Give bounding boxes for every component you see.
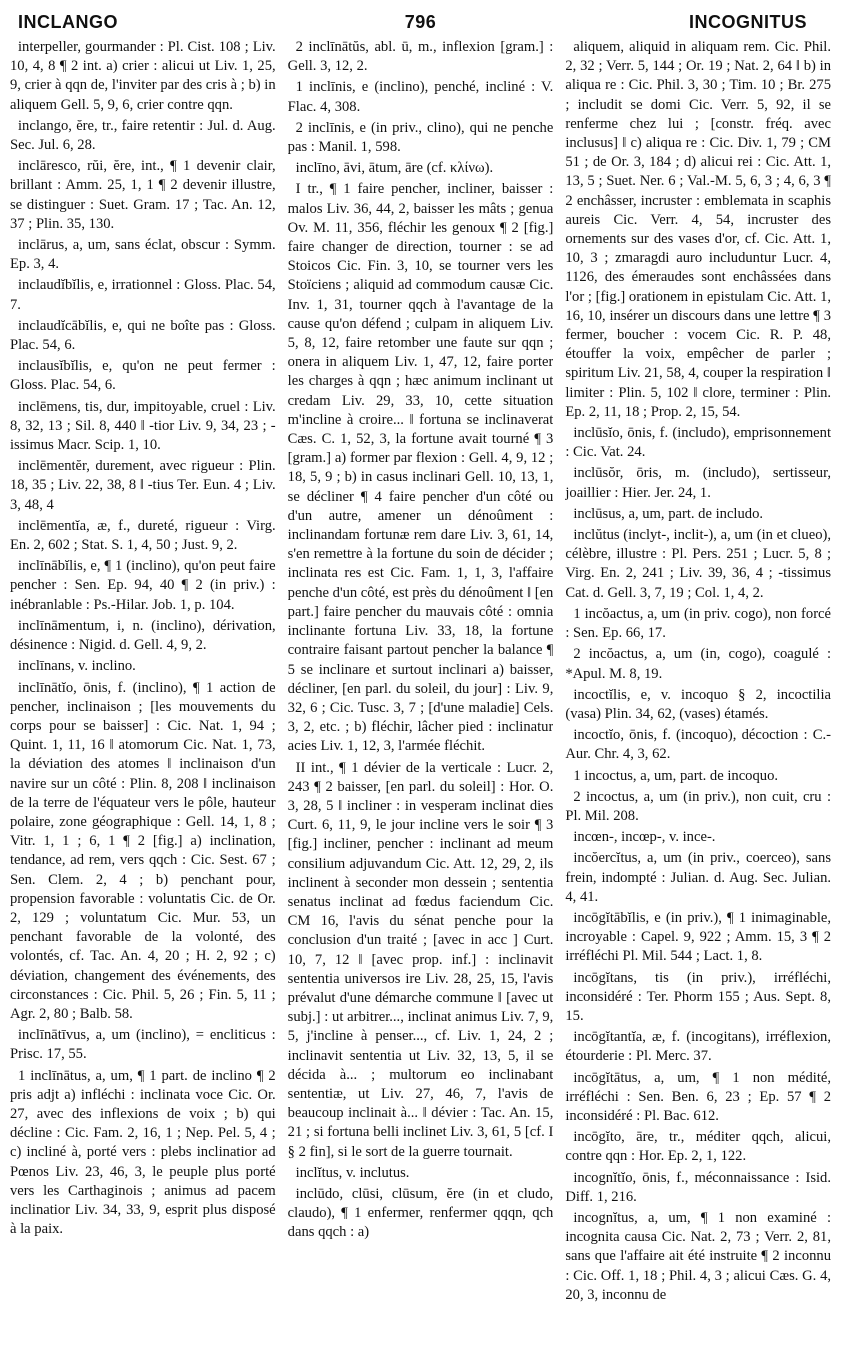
dictionary-entry: 1 inclīnātus, a, um, ¶ 1 part. de inclino ¶ 2 pris adjt a) infléchi : inclinata voce Cic. Or. 27, avec des inflexions de voix ; b) qui décline : Cic. Fam. 2, 16, 1 ; Nep. Pel. 5, 4 ; c) incliné à, porté vers : plebs inclinatior ad Pœnos Liv. 23, 46, 3, le peuple plus porté vers les Carthaginois ; animus ad pacem inclinatior Liv. 34, 33, 9, esprit plus disposé à la paix. [10, 1067, 276, 1238]
dictionary-entry: 2 incoctus, a, um (in priv.), non cuit, cru : Pl. Mil. 208. [565, 788, 831, 824]
dictionary-entry: inclīnābĭlis, e, ¶ 1 (inclino), qu'on peut faire pencher : Sen. Ep. 94, 40 ¶ 2 (in priv.) : inébranlable : Ps.-Hilar. Job. 1, p. 104. [10, 558, 276, 613]
dictionary-entry: incoctĭo, ōnis, f. (incoquo), décoction : C.-Aur. Chr. 4, 3, 62. [565, 727, 831, 763]
dictionary-entry: 1 inclīnis, e (inclino), penché, incliné : V. Flac. 4, 308. [287, 79, 554, 115]
dictionary-entry: inclūsĭo, ōnis, f. (includo), emprisonnement : Cic. Vat. 24. [565, 425, 831, 461]
dictionary-entry: 2 inclīnātŭs, abl. ū, m., inflexion [gram.] : Gell. 3, 12, 2. [287, 39, 554, 75]
dictionary-entry: inclīno, āvi, ātum, āre (cf. κλίνω). [295, 160, 494, 177]
dictionary-entry: 1 incoctus, a, um, part. de incoquo. [573, 767, 779, 784]
dictionary-entry: inclīnātīvus, a, um (inclino), = encliticus : Prisc. 17, 55. [10, 1027, 276, 1063]
dictionary-entry: inclūsus, a, um, part. de includo. [573, 505, 764, 522]
dictionary-entry: aliquem, aliquid in aliquam rem. Cic. Phil. 2, 32 ; Verr. 5, 144 ; Or. 19 ; Nat. 2, 64 ‖ b) in aliqua re : Cic. Phil. 3, 30 ; Tim. 10 ; Br. 275 ; includit se domi Cic. Verr. 5, 92, il se renferme chez lui ; [constr. fréq. avec inclusus] ‖ c) aliqua re : Cic. Div. 1, 79 ; CM 51 ; de Or. 3, 184 ; d) alicui rei : Cic. Att. 1, 13, 5 ; Suet. Ner. 6 ; Val.-M. 5, 6, 3 ; 4, 6, 3 ¶ 2 enchâsser, incruster : emblemata in scaphis aureis Cic. Verr. 4, 54, incruster des ornements sur des vases d'or, cf. Cic. Att. 1, 10, 3 ; zmaragdi auro includuntur Lucr. 4, 1126, des émeraudes sont enchâssées dans l'or ; [fig.] orationem in epistulam Cic. Att. 1, 16, 10, insérer un discours dans une lettre ¶ 3 fermer, boucher : vocem Cic. R. P. 48, étouffer la voix, empêcher de parler ; spiritum Liv. 21, 58, 4, couper la respiration ‖ limiter : Plin. 5, 102 ‖ clore, terminer : Plin. Ep. 2, 11, 18 ; Prop. 2, 15, 54. [565, 39, 831, 420]
dictionary-entry: inclāresco, rŭi, ĕre, int., ¶ 1 devenir clair, brillant : Amm. 25, 1, 1 ¶ 2 devenir illustre, se distinguer : Suet. Gram. 17 ; Tac. An. 12, 37 ; Plin. 35, 130. [10, 158, 276, 232]
dictionary-entry: inclūsŏr, ōris, m. (includo), sertisseur, joaillier : Hier. Jer. 24, 1. [565, 465, 831, 501]
dictionary-entry: inclēmens, tis, dur, impitoyable, cruel : Liv. 8, 32, 13 ; Sil. 8, 440 ‖ -tior Liv. 9, 34, 23 ; -issimus Macr. Scip. 1, 10. [10, 398, 276, 454]
dictionary-entry: inclīnātĭo, ōnis, f. (inclino), ¶ 1 action de pencher, inclinaison ; [les mouvements du corps pour se baisser] : Cic. Nat. 1, 94 ; Quint. 1, 11, 16 ‖ atomorum Cic. Nat. 1, 73, la déviation des atomes ‖ inclinaison d'un navire sur un côté : Plin. 8, 208 ‖ inclinaison de la terre de l'équateur vers le pôle, hauteur polaire, zone géographique : Gell. 14, 1, 8 ; Vitr. 1, 1 ; 6, 1 ¶ 2 [fig.] a) inclination, tendance, ad rem, vers qqch : Cic. Sest. 67 ; Sen. Clem. 2, 4 ; b) penchant pour, propension favorable : voluntatis Cic. de Or. 2, 129 ; voluntatum Cic. Mur. 53, un penchant favorable de la volonté, des volontés, cf. Tac. An. 4, 20 ; H. 2, 92 ; c) déviation, changement des événements, des circonstances : Cic. Phil. 5, 26 ; Fin. 5, 11 ; Agr. 2, 80 ; Balb. 58. [10, 679, 276, 1022]
dictionary-entry: I tr., ¶ 1 faire pencher, incliner, baisser : malos Liv. 36, 44, 2, baisser les mâts ; genua Ov. M. 11, 356, fléchir les genoux ¶ 2 [fig.] faire changer de direction, tourner : se ad Stoicos Cic. Fin. 3, 10, se tourner vers les Stoïciens ; aliquid ad commodum causæ Cic. Inv. 1, 31, tourner qqch à l'avantage de la cause qu'on défend ; culpam in aliquem Liv. 5, 8, 12, faire retomber une faute sur qqn ; onera in aliquem Liv. 1, 47, 12, faire porter les charges à qqn ; hæc animum inclinant ut credam Liv. 29, 33, 10, cette situation m'incline à croire... ‖ fortuna se inclinaverat Cæs. C. 1, 52, 3, la fortune avait tourné ¶ 3 [gram.] a) former par flexion : Gell. 4, 9, 12 ; 18, 5, 9 ; b) in casus inclinari Gell. 10, 13, 1, se décliner ¶ 4 faire pencher d'un côté ou d'un autre, amener un dénoûment : inclinandam fortunæ rem dare Liv. 3, 61, 14, s'en remettre à la fortune du soin de décider ; inclinata res est Cic. Fam. 1, 1, 3, l'affaire penche d'un côté, est près du dénoûment ‖ [en part.] faire pencher du mauvais côté : omnia inclinante fortuna Liv. 33, 18, la fortune contraire faisant partout pencher la balance ¶ 5 se inclinare et surtout inclinari a) baisser, décliner, [en parl. du soleil, du jour] : Liv. 9, 32, 6 ; Cic. Tusc. 3, 7 ; [d'une maladie] Cels. 3, 2, etc. ; b) fléchir, lâcher pied : inclinatur acies Liv. 1, 12, 3, l'armée fléchit. [287, 181, 554, 755]
dictionary-entry: incōgĭtantĭa, æ, f. (incogitans), irréflexion, étourderie : Pl. Merc. 37. [565, 1029, 831, 1065]
dictionary-entry: inclŭtus (inclyt-, inclit-), a, um (in et clueo), célèbre, illustre : Pl. Pers. 251 ; Lucr. 5, 8 ; Virg. En. 2, 241 ; Liv. 39, 36, 4 ; -tissimus Cat. d. Gell. 3, 7, 19 ; Col. 1, 4, 2. [565, 527, 831, 601]
dictionary-entry: inclīnāmentum, i, n. (inclino), dérivation, désinence : Nigid. d. Gell. 4, 9, 2. [10, 617, 276, 654]
dictionary-entry: incōgĭtābĭlis, e (in priv.), ¶ 1 inimaginable, incroyable : Capel. 9, 922 ; Amm. 15, 3 ¶ 2 irréfléchi Pl. Mil. 544 ; Lact. 1, 8. [565, 909, 831, 965]
column-right [565, 38, 831, 1352]
right-running-head: INCOGNITUS [688, 12, 807, 32]
dictionary-entry: incŏercĭtus, a, um (in priv., coerceo), sans frein, indompté : Julian. d. Aug. Sec. Julian. 4, 41. [565, 850, 831, 905]
page-number: 796 [404, 12, 437, 32]
dictionary-entry: II int., ¶ 1 dévier de la verticale : Lucr. 2, 243 ¶ 2 baisser, [en parl. du soleil] : Hor. O. 3, 28, 5 ‖ incliner : in vesperam inclinat dies Curt. 6, 11, 9, le jour incline vers le soir ¶ 3 [fig.] incliner, pencher : inclinant ad meum consilium adjuvandum Cic. Att. 12, 29, 2, ils inclinent à seconder mon dessein ; sententia senatus inclinat ad fœdus faciendum Cic. CM 16, l'avis du sénat penche pour la conclusion d'un traité ; [avec in acc ] Curt. 10, 7, 12 ‖ [avec prop. inf.] : inclinavit sententia universos ire Liv. 28, 25, 15, l'avis prévalut d'une démarche commune ‖ [avec ut subj.] : ut arbitrer..., inclinat animus Liv. 7, 9, 5, j'incline à penser..., cf. Liv. 1, 24, 2 ; inclinavit sententia ut Liv. 32, 13, 5, il se décida à... ; multorum eo inclinabant sententiæ, ut Liv. 27, 46, 7, l'avis de beaucoup inclinait à... ‖ dévier : Tac. An. 15, 21 ; si fortuna belli inclinet Liv. 3, 61, 5 [cf. I § 2 fin], si le sort de la guerre tournait. [287, 759, 554, 1160]
left-running-head: INCLANGO [18, 12, 118, 32]
dictionary-entry: inclaudĭbĭlis, e, irrationnel : Gloss. Plac. 54, 7. [10, 277, 276, 313]
dictionary-entry: incœn-, incœp-, v. ince-. [573, 829, 716, 846]
dictionary-entry: inclausĭbĭlis, e, qu'on ne peut fermer : Gloss. Plac. 54, 6. [10, 358, 276, 394]
dictionary-entry: incognĭtĭo, ōnis, f., méconnaissance : Isid. Diff. 1, 216. [565, 1169, 831, 1205]
dictionary-entry: inclēmentĕr, durement, avec rigueur : Plin. 18, 35 ; Liv. 22, 38, 8 ‖ -tius Ter. Eun. 4 ; Liv. 3, 48, 4 [10, 458, 276, 513]
dictionary-entry: incōgĭtans, tis (in priv.), irréfléchi, inconsidéré : Ter. Phorm 155 ; Aus. Sept. 8, 15. [565, 969, 831, 1024]
dictionary-entry: inclĭtus, v. inclutus. [295, 1164, 410, 1181]
dictionary-entry: inclēmentĭa, æ, f., dureté, rigueur : Virg. En. 2, 602 ; Stat. S. 1, 4, 50 ; Just. 9, 2. [10, 517, 276, 554]
dictionary-entry: inclārus, a, um, sans éclat, obscur : Symm. Ep. 3, 4. [10, 237, 276, 273]
page-header [10, 8, 831, 38]
text-columns [10, 38, 831, 1352]
dictionary-entry: inclaudĭcābĭlis, e, qui ne boîte pas : Gloss. Plac. 54, 6. [10, 317, 276, 354]
dictionary-entry: inclīnans, v. inclino. [18, 658, 136, 675]
dictionary-entry: incōgĭtātus, a, um, ¶ 1 non médité, irréfléchi : Sen. Ben. 6, 23 ; Ep. 57 ¶ 2 inconsidéré : Pl. Bac. 612. [565, 1069, 831, 1124]
dictionary-entry: incognĭtus, a, um, ¶ 1 non examiné : incognita causa Cic. Nat. 2, 73 ; Verr. 2, 81, sans que l'affaire ait été instruite ¶ 2 inconnu : Cic. Off. 1, 18 ; Phil. 4, 3 ; alicui Cæs. G. 4, 20, 3, inconnu de [565, 1209, 831, 1303]
dictionary-entry: 1 incŏactus, a, um (in priv. cogo), non forcé : Sen. Ep. 66, 17. [565, 605, 831, 642]
dictionary-entry: inclūdo, clūsi, clūsum, ĕre (in et cludo, claudo), ¶ 1 enfermer, renfermer qqqn, qch dans qqch : a) [287, 1185, 554, 1241]
dictionary-entry: 2 inclīnis, e (in priv., clino), qui ne penche pas : Manil. 1, 598. [287, 119, 554, 156]
dictionary-entry: incōgĭto, āre, tr., méditer qqch, alicui, contre qqn : Hor. Ep. 2, 1, 122. [565, 1129, 831, 1165]
column-middle [288, 38, 554, 1352]
dictionary-entry: incoctĭlis, e, v. incoquo § 2, incoctilia (vasa) Plin. 34, 62, (vases) étamés. [565, 686, 831, 722]
dictionary-entry: 2 incŏactus, a, um (in, cogo), coagulé : *Apul. M. 8, 19. [565, 646, 831, 682]
dictionary-entry: inclango, ĕre, tr., faire retentir : Jul. d. Aug. Sec. Jul. 6, 28. [10, 117, 276, 154]
dictionary-entry: interpeller, gourmander : Pl. Cist. 108 ; Liv. 10, 4, 8 ¶ 2 int. a) crier : alicui ut Liv. 1, 25, 9, crier à qqn de, l'inviter par des cris à ; b) in aliquem Gell. 5, 9, 6, crier contre qqn. [10, 39, 276, 113]
column-left [10, 38, 276, 1352]
